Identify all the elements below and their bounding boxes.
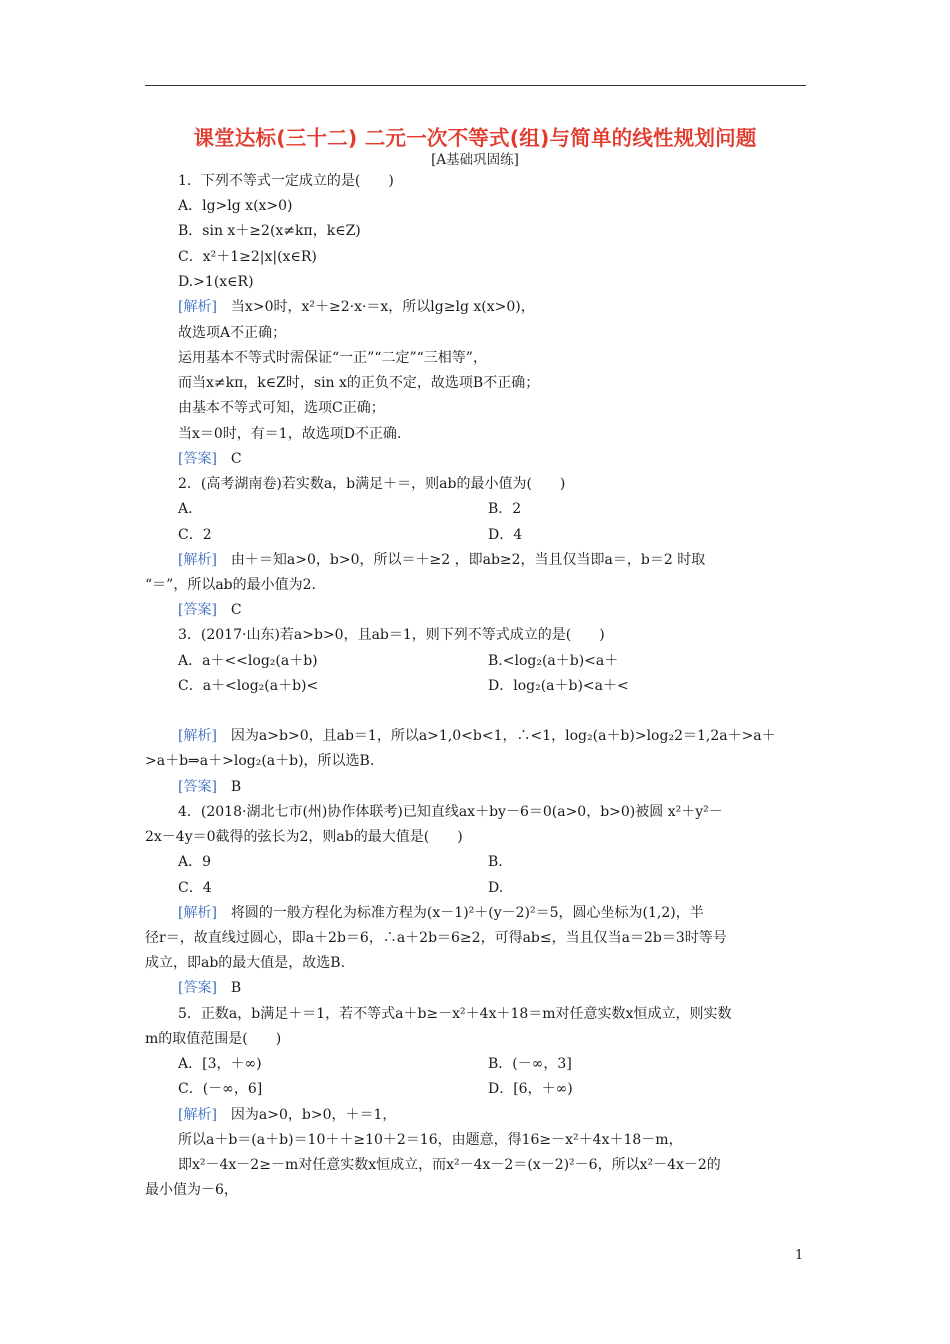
text-line <box>178 1080 262 1098</box>
option-right: B．(－∞，3] <box>488 1056 572 1072</box>
line-text: 即x²－4x－2≥－m对任意实数x恒成立，而x²－4x－2＝(x－2)²－6，所以x²－4x－2的 <box>178 1157 721 1173</box>
text-line <box>178 652 318 670</box>
solution-line <box>178 450 242 468</box>
line-text: 因为a>b>0，且ab＝1，所以a>1,0<b<1，∴<1，log₂(a＋b)>log₂2＝1,2a＋>a＋ <box>216 728 776 744</box>
line-text: 4．(2018·湖北七市(州)协作体联考)已知直线ax＋by－6＝0(a>0，b>0)被圆 x²＋y²－ <box>178 804 723 820</box>
solution-line <box>178 778 241 796</box>
line-text: B．sin x＋≥2(x≠kπ，k∈Z) <box>178 223 361 239</box>
option-right: D. <box>488 880 504 896</box>
line-text: 所以a＋b＝(a＋b)＝10＋＋≥10＋2＝16，由题意，得16≥－x²＋4x＋18－m， <box>178 1132 683 1148</box>
solution-line <box>178 1106 396 1124</box>
text-line <box>178 349 487 367</box>
line-text: A．[3，＋∞) <box>178 1056 262 1072</box>
line-text: >a＋b⇒a＋>log₂(a＋b)，所以选B. <box>145 753 375 769</box>
text-line <box>178 1156 721 1174</box>
line-text: B <box>216 779 242 795</box>
page-title: 课堂达标(三十二) 二元一次不等式(组)与简单的线性规划问题 <box>193 126 757 150</box>
text-line <box>178 172 394 190</box>
line-text: 当x>0时，x²＋≥2·x·＝x，所以lg≥lg x(x>0)， <box>216 299 535 315</box>
option-right: B．2 <box>488 501 522 517</box>
solution-line <box>178 298 535 316</box>
text-line <box>178 425 401 443</box>
line-text: C．2 <box>178 527 212 543</box>
text-line <box>178 399 385 417</box>
section-tag: [解析] <box>178 905 217 921</box>
text-line <box>178 475 565 493</box>
option-right: B. <box>488 854 503 870</box>
line-text: 运用基本不等式时需保证“一正”“二定”“三相等”， <box>178 350 487 366</box>
text-line <box>145 929 727 947</box>
line-text: 2x－4y＝0截得的弦长为2，则ab的最大值是( ) <box>145 829 463 845</box>
text-line <box>145 752 374 770</box>
line-text: 最小值为－6， <box>145 1182 238 1198</box>
text-line <box>145 954 345 972</box>
line-text: C．x²＋1≥2|x|(x∈R) <box>178 249 317 265</box>
solution-line <box>178 979 241 997</box>
line-text: m的取值范围是( ) <box>145 1031 282 1047</box>
section-tag: [答案] <box>178 602 217 618</box>
text-line <box>178 374 539 392</box>
section-tag: [解析] <box>178 728 217 744</box>
line-text: “＝”，所以ab的最小值为2. <box>145 577 316 593</box>
text-line <box>178 677 318 695</box>
text-line <box>178 273 254 291</box>
option-right: B.<log₂(a＋b)<a＋ <box>488 653 619 669</box>
text-line <box>178 879 212 897</box>
text-line <box>178 1131 683 1149</box>
line-text: C．4 <box>178 880 212 896</box>
line-text: 径r＝，故直线过圆心，即a＋2b＝6，∴a＋2b＝6≥2，可得ab≤，当且仅当a＝2b＝3时等号 <box>145 930 727 946</box>
option-right: D．4 <box>488 527 523 543</box>
line-text: 由基本不等式可知，选项C正确； <box>178 400 385 416</box>
page-number: 1 <box>795 1248 804 1263</box>
section-tag: [解析] <box>178 552 217 568</box>
line-text: A．9 <box>178 854 212 870</box>
text-line <box>178 324 286 342</box>
section-subtitle: [A基础巩固练] <box>431 152 519 168</box>
text-line <box>178 526 212 544</box>
line-text: B <box>216 980 242 996</box>
text-line <box>178 1005 731 1023</box>
line-text: C．(－∞，6] <box>178 1081 263 1097</box>
option-right: D．[6，＋∞) <box>488 1081 573 1097</box>
line-text: 当x＝0时，有＝1，故选项D不正确. <box>178 426 402 442</box>
solution-line <box>178 551 705 569</box>
header-rule <box>145 85 806 86</box>
text-line <box>178 197 293 215</box>
text-line <box>145 576 316 594</box>
section-tag: [答案] <box>178 451 217 467</box>
line-text: D.>1(x∈R) <box>178 274 254 290</box>
line-text: C <box>216 451 242 467</box>
text-line <box>178 626 605 644</box>
text-line <box>178 1055 262 1073</box>
line-text: 因为a>0，b>0，＋＝1， <box>216 1107 397 1123</box>
solution-line <box>178 727 776 745</box>
line-text: 1．下列不等式一定成立的是( ) <box>178 173 394 189</box>
line-text: 故选项A不正确； <box>178 325 287 341</box>
line-text: A. <box>178 501 193 517</box>
section-tag: [解析] <box>178 1107 217 1123</box>
line-text: C <box>216 602 242 618</box>
line-text: A．a＋<<log₂(a＋b) <box>178 653 318 669</box>
line-text: 将圆的一般方程化为标准方程为(x－1)²＋(y－2)²＝5，圆心坐标为(1,2)，半 <box>216 905 704 921</box>
text-line <box>178 803 723 821</box>
text-line <box>178 248 317 266</box>
line-text: 2．(高考湖南卷)若实数a，b满足＋＝，则ab的最小值为( ) <box>178 476 566 492</box>
text-line <box>178 222 361 240</box>
text-line <box>145 828 463 846</box>
line-text: 而当x≠kπ，k∈Z时，sin x的正负不定，故选项B不正确； <box>178 375 540 391</box>
solution-line <box>178 904 704 922</box>
line-text: C．a＋<log₂(a＋b)< <box>178 678 319 694</box>
option-right: D．log₂(a＋b)<a＋< <box>488 678 629 694</box>
line-text: 5．正数a，b满足＋＝1，若不等式a＋b≥－x²＋4x＋18＝m对任意实数x恒成立，则实数 <box>178 1006 732 1022</box>
section-tag: [答案] <box>178 779 217 795</box>
text-line <box>145 1030 281 1048</box>
text-line <box>178 853 211 871</box>
line-text: A．lg>lg x(x>0) <box>178 198 293 214</box>
line-text: 由＋＝知a>0，b>0，所以＝＋≥2 ，即ab≥2，当且仅当即a＝，b＝2 时取 <box>216 552 706 568</box>
line-text: 成立，即ab的最大值是，故选B. <box>145 955 346 971</box>
text-line <box>145 1181 238 1199</box>
section-tag: [解析] <box>178 299 217 315</box>
line-text: 3．(2017·山东)若a>b>0，且ab＝1，则下列不等式成立的是( ) <box>178 627 605 643</box>
text-line <box>178 500 193 518</box>
solution-line <box>178 601 242 619</box>
section-tag: [答案] <box>178 980 217 996</box>
